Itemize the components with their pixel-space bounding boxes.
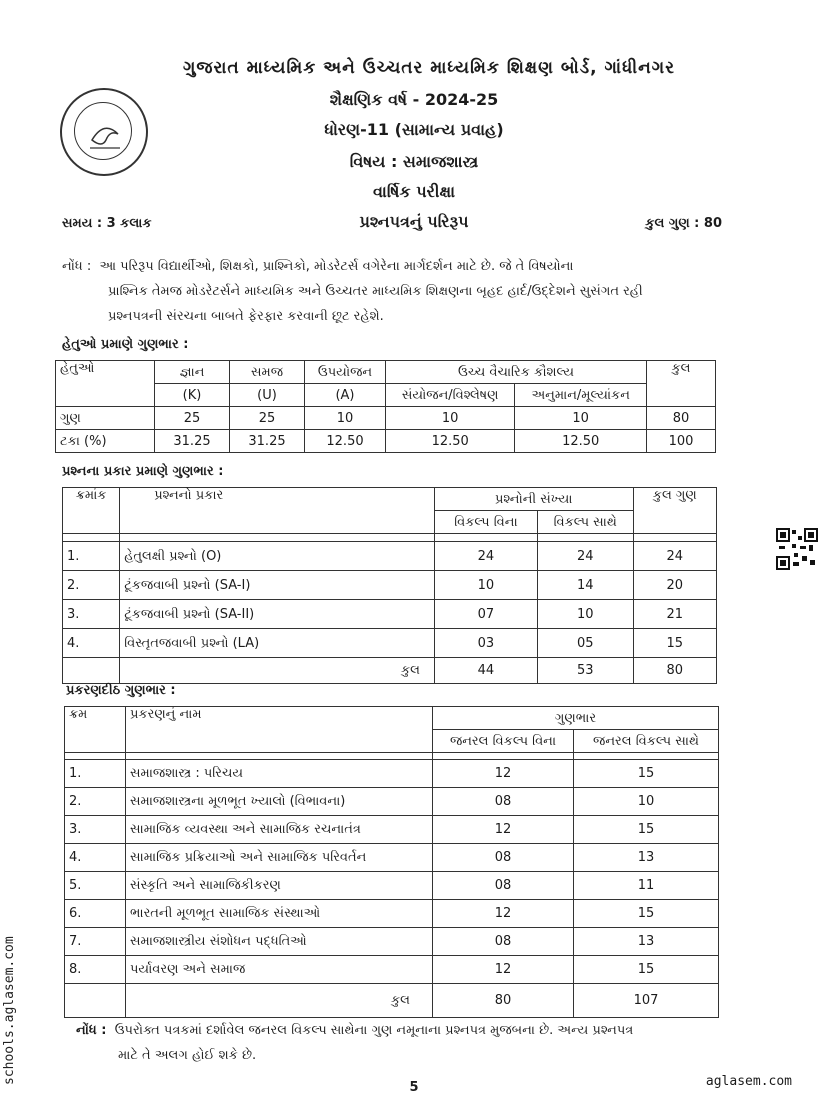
table-row xyxy=(65,788,719,816)
note-line: ઉપરોક્ત પત્રકમાં દર્શાવેલ જનરલ વિકલ્પ સાથેના ગુણ નમૂનાના પ્રશ્નપત્ર મુજબના છે. અન્ય પ્રશ્નપત્ર xyxy=(114,1023,634,1038)
table-cell: સામાજિક વ્યવસ્થા અને સામાજિક રચનાતંત્ર xyxy=(126,816,433,844)
table-row xyxy=(65,816,719,844)
table-cell: 5. xyxy=(65,872,126,900)
table-cell: 2. xyxy=(63,571,120,600)
board-name: ગુજરાત માધ્યમિક અને ઉચ્ચતર માધ્યમિક શિક્ષણ બોર્ડ, ગાંધીનગર xyxy=(182,58,675,78)
header-cell: પ્રકરણનું નામ xyxy=(126,707,433,753)
table-cell: 12.50 xyxy=(515,430,647,453)
total-label: કુલ xyxy=(120,658,435,684)
header-cell: ક્રમાંક xyxy=(63,488,120,534)
table-cell: 3. xyxy=(65,816,126,844)
table-cell: 6. xyxy=(65,900,126,928)
table-row xyxy=(63,571,717,600)
table-cell: સમાજશાસ્ત્રના મૂળભૂત ખ્યાલો (વિભાવના) xyxy=(126,788,433,816)
table-cell: 15 xyxy=(574,900,719,928)
header-cell: ગુણભાર xyxy=(433,707,719,730)
total-label: કુલ xyxy=(126,984,433,1018)
note-label: નોંધ : xyxy=(76,1023,107,1038)
table-cell: 12 xyxy=(433,816,574,844)
table-row xyxy=(56,407,716,430)
table-cell: 10 xyxy=(305,407,386,430)
table-cell: 10 xyxy=(434,571,537,600)
exam-time: સમય : 3 કલાક xyxy=(62,216,152,231)
table-cell: 20 xyxy=(633,571,716,600)
table-cell: 4. xyxy=(63,629,120,658)
table-cell: 13 xyxy=(574,928,719,956)
table-cell: સમાજશાસ્ત્ર : પરિચય xyxy=(126,760,433,788)
note-line: પ્રાશ્નિક તેમજ મોડરેટર્સને માધ્યમિક અને ઉચ્ચતર માધ્યમિક શિક્ષણના બૃહદ હાર્દ/ઉદ્દેશને સુસંગત રહી xyxy=(108,284,643,299)
table-cell: 12 xyxy=(433,956,574,984)
table-cell: 107 xyxy=(574,984,719,1018)
table-cell: 2. xyxy=(65,788,126,816)
page-number: 5 xyxy=(409,1080,419,1095)
chapters-title: પ્રકરણદીઠ ગુણભાર : xyxy=(66,683,176,698)
header-cell: વિકલ્પ સાથે xyxy=(537,511,633,534)
table-cell: 31.25 xyxy=(155,430,230,453)
note-top xyxy=(62,254,722,329)
table-cell: ગુણ xyxy=(56,407,155,430)
table-cell: ટૂંકજવાબી પ્રશ્નો (SA-I) xyxy=(120,571,435,600)
note-bottom xyxy=(76,1018,736,1068)
table-cell: 12.50 xyxy=(305,430,386,453)
table-cell: 53 xyxy=(537,658,633,684)
subject: વિષય : સમાજશાસ્ત્ર xyxy=(349,152,479,171)
table-cell: 80 xyxy=(433,984,574,1018)
table-cell: 10 xyxy=(386,407,515,430)
table-cell: 1. xyxy=(65,760,126,788)
table-cell: 8. xyxy=(65,956,126,984)
question-types-table xyxy=(62,487,717,684)
table-cell: સમાજશાસ્ત્રીય સંશોધન પદ્ધતિઓ xyxy=(126,928,433,956)
table-row xyxy=(63,542,717,571)
objectives-title: હેતુઓ પ્રમાણે ગુણભાર : xyxy=(62,337,189,352)
table-cell: ભારતની મૂળભૂત સામાજિક સંસ્થાઓ xyxy=(126,900,433,928)
table-row xyxy=(65,984,719,1018)
table-cell: 3. xyxy=(63,600,120,629)
header-cell: ક્રમ xyxy=(65,707,126,753)
table-cell: 100 xyxy=(647,430,716,453)
table-cell: 4. xyxy=(65,844,126,872)
table-cell: 80 xyxy=(647,407,716,430)
table-cell: 25 xyxy=(155,407,230,430)
table-cell: 15 xyxy=(574,760,719,788)
table-cell: 10 xyxy=(537,600,633,629)
table-cell: ટકા (%) xyxy=(56,430,155,453)
table-row xyxy=(65,760,719,788)
note-line: પ્રશ્નપત્રની સંરચના બાબતે ફેરફાર કરવાની છૂટ રહેશે. xyxy=(108,309,384,324)
paper-format-title: પ્રશ્નપત્રનું પરિરૂપ xyxy=(359,212,469,231)
academic-year: શૈક્ષણિક વર્ષ - 2024-25 xyxy=(329,90,499,109)
table-cell: 12 xyxy=(433,760,574,788)
table-cell: 15 xyxy=(633,629,716,658)
table-cell: 15 xyxy=(574,816,719,844)
header-cell: સમજ xyxy=(230,361,305,384)
table-row xyxy=(65,844,719,872)
header-cell: અનુમાન/મૂલ્યાંકન xyxy=(515,384,647,407)
side-watermark: schools.aglasem.com xyxy=(2,936,17,1085)
header-cell: જ્ઞાન xyxy=(155,361,230,384)
table-cell: ટૂંકજવાબી પ્રશ્નો (SA-II) xyxy=(120,600,435,629)
header-cell: કુલ xyxy=(647,361,716,407)
table-row xyxy=(63,600,717,629)
header-cell: હેતુઓ xyxy=(56,361,155,407)
table-cell: 10 xyxy=(574,788,719,816)
table-cell: પર્યાવરણ અને સમાજ xyxy=(126,956,433,984)
table-cell: 14 xyxy=(537,571,633,600)
table-cell: 15 xyxy=(574,956,719,984)
table-cell: 24 xyxy=(537,542,633,571)
chapters-table xyxy=(64,706,719,1018)
objectives-table xyxy=(55,360,716,453)
standard: ધોરણ-11 (સામાન્ય પ્રવાહ) xyxy=(324,120,504,139)
table-cell: 7. xyxy=(65,928,126,956)
table-row xyxy=(65,956,719,984)
table-cell: 25 xyxy=(230,407,305,430)
header-cell: વિકલ્પ વિના xyxy=(434,511,537,534)
table-cell: 08 xyxy=(433,788,574,816)
table-cell: 21 xyxy=(633,600,716,629)
table-cell: 13 xyxy=(574,844,719,872)
table-cell: 05 xyxy=(537,629,633,658)
header-cell: (K) xyxy=(155,384,230,407)
header-cell: (A) xyxy=(305,384,386,407)
table-cell: 11 xyxy=(574,872,719,900)
table-cell: 08 xyxy=(433,844,574,872)
table-cell: હેતુલક્ષી પ્રશ્નો (O) xyxy=(120,542,435,571)
table-row xyxy=(63,658,717,684)
header-cell: સંયોજન/વિશ્લેષણ xyxy=(386,384,515,407)
note-line: આ પરિરૂપ વિદ્યાર્થીઓ, શિક્ષકો, પ્રાશ્નિકો, મોડરેટર્સ વગેરેના માર્ગદર્શન માટે છે. જે તે વિષયોના xyxy=(99,259,574,274)
table-row xyxy=(63,629,717,658)
header-cell: પ્રશ્નોની સંખ્યા xyxy=(434,488,633,511)
table-cell: 24 xyxy=(633,542,716,571)
table-cell: 10 xyxy=(515,407,647,430)
table-row xyxy=(65,900,719,928)
question-types-title: પ્રશ્નના પ્રકાર પ્રમાણે ગુણભાર : xyxy=(62,464,224,479)
site-watermark: aglasem.com xyxy=(705,1074,792,1089)
qr-code-icon xyxy=(776,528,818,570)
table-cell: સંસ્કૃતિ અને સામાજિકીકરણ xyxy=(126,872,433,900)
exam-type: વાર્ષિક પરીક્ષા xyxy=(372,182,456,201)
table-row xyxy=(56,430,716,453)
header-cell: (U) xyxy=(230,384,305,407)
header-cell: પ્રશ્નનો પ્રકાર xyxy=(120,488,435,534)
table-cell: 44 xyxy=(434,658,537,684)
table-cell: 08 xyxy=(433,872,574,900)
table-cell: વિસ્તૃતજવાબી પ્રશ્નો (LA) xyxy=(120,629,435,658)
header-cell: જનરલ વિકલ્પ વિના xyxy=(433,730,574,753)
table-cell: 07 xyxy=(434,600,537,629)
table-cell: 31.25 xyxy=(230,430,305,453)
table-cell: 24 xyxy=(434,542,537,571)
note-line: માટે તે અલગ હોઈ શકે છે. xyxy=(118,1048,257,1063)
table-cell: 80 xyxy=(633,658,716,684)
header-cell: ઉપયોજન xyxy=(305,361,386,384)
header-cell: જનરલ વિકલ્પ સાથે xyxy=(574,730,719,753)
note-label: નોંધ : xyxy=(62,259,92,274)
header-cell: કુલ ગુણ xyxy=(633,488,716,534)
total-marks: કુલ ગુણ : 80 xyxy=(645,216,722,231)
table-row xyxy=(65,928,719,956)
table-cell: સામાજિક પ્રક્રિયાઓ અને સામાજિક પરિવર્તન xyxy=(126,844,433,872)
table-cell: 1. xyxy=(63,542,120,571)
table-cell: 12.50 xyxy=(386,430,515,453)
table-row xyxy=(65,872,719,900)
table-cell: 12 xyxy=(433,900,574,928)
table-cell: 08 xyxy=(433,928,574,956)
header-cell: ઉચ્ચ વૈચારિક કૌશલ્ય xyxy=(386,361,647,384)
table-cell: 03 xyxy=(434,629,537,658)
